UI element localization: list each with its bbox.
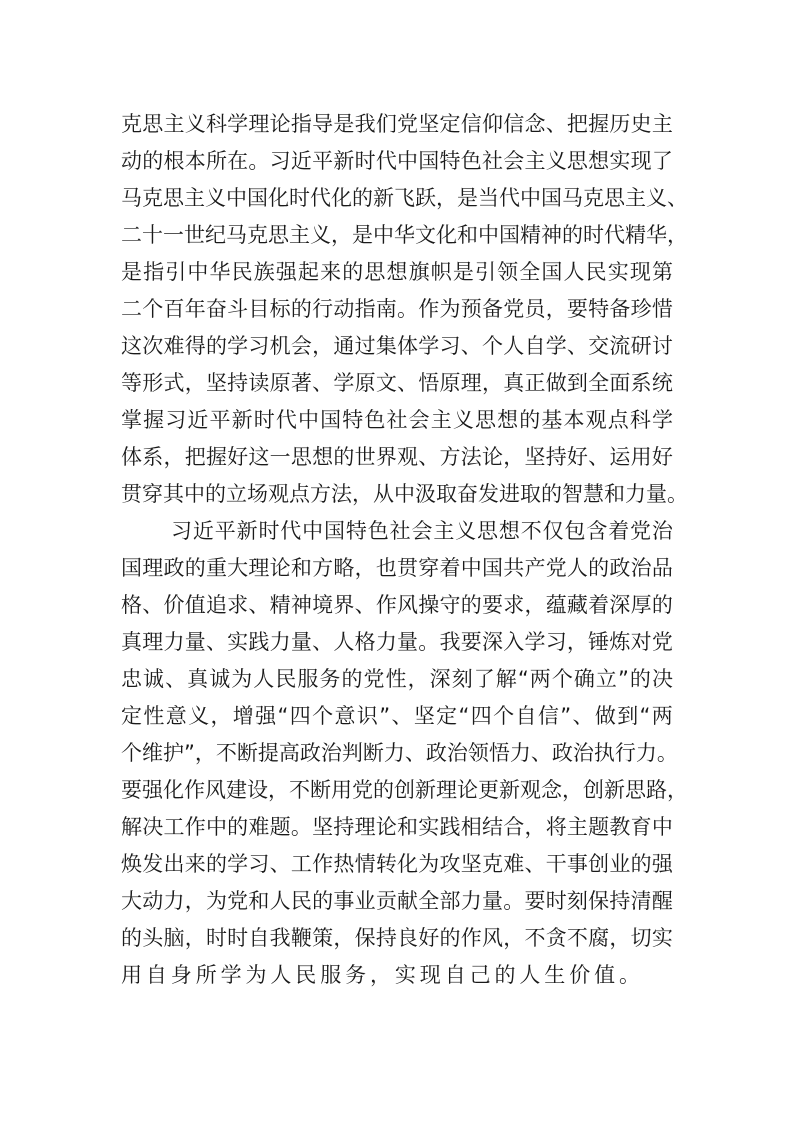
text-line: 是 指 引 中 华 民 族 强 起 来 的 思 想 旗 帜 是 引 领 全 国 人 民 实 现 第 xyxy=(121,260,673,284)
text-line-last: 用自身所学为人民服务，实现自己的人生价值。 xyxy=(121,963,644,987)
text-line: 二 十 一 世 纪 马 克 思 主 义 ， 是 中 华 文 化 和 中 国 精 神 的 时 代 精 华 ， xyxy=(121,223,688,247)
text-line: 掌 握 习 近 平 新 时 代 中 国 特 色 社 会 主 义 思 想 的 基 本 观 点 科 学 xyxy=(121,408,673,432)
text-line: 焕 发 出 来 的 学 习 、 工 作 热 情 转 化 为 攻 坚 克 难 、 干 事 创 业 的 强 xyxy=(121,852,673,876)
text-line: 真 理 力 量 、 实 践 力 量 、 人 格 力 量 。 我 要 深 入 学 习 ， 锤 炼 对 党 xyxy=(121,630,673,654)
text-line: 这 次 难 得 的 学 习 机 会 ， 通 过 集 体 学 习 、 个 人 自 学 、 交 流 研 讨 xyxy=(121,334,673,358)
text-line: 二 个 百 年 奋 斗 目 标 的 行 动 指 南 。 作 为 预 备 党 员 ， 要 特 备 珍 惜 xyxy=(121,297,673,321)
text-line: 动 的 根 本 所 在 。 习 近 平 新 时 代 中 国 特 色 社 会 主 义 思 想 实 现 了 xyxy=(121,149,673,173)
text-line: 马 克 思 主 义 中 国 化 时 代 化 的 新 飞 跃 ， 是 当 代 中 国 马 克 思 主 义 、 xyxy=(121,186,688,210)
text-line-indented: 习 近 平 新 时 代 中 国 特 色 社 会 主 义 思 想 不 仅 包 含 着 党 治 xyxy=(171,519,673,543)
text-line: 个 维 护 ” ， 不 断 提 高 政 治 判 断 力 、 政 治 领 悟 力 、 政 治 执 行 力 。 xyxy=(121,741,678,765)
paragraph-1 xyxy=(121,106,688,513)
document-body xyxy=(121,106,688,994)
text-line: 大 动 力 ， 为 党 和 人 民 的 事 业 贡 献 全 部 力 量 。 要 时 刻 保 持 清 醒 xyxy=(121,889,673,913)
text-line: 体 系 ， 把 握 好 这 一 思 想 的 世 界 观 、 方 法 论 ， 坚 持 好 、 运 用 好 xyxy=(121,445,673,469)
text-line: 贯 穿 其 中 的 立 场 观 点 方 法 ， 从 中 汲 取 奋 发 进 取 的 智 慧 和 力 量 。 xyxy=(121,482,688,506)
text-line: 忠 诚 、 真 诚 为 人 民 服 务 的 党 性 ， 深 刻 了 解 “ 两 个 确 立 ” 的 决 xyxy=(121,667,673,691)
text-line: 等 形 式 ， 坚 持 读 原 著 、 学 原 文 、 悟 原 理 ， 真 正 做 到 全 面 系 统 xyxy=(121,371,673,395)
text-line: 国 理 政 的 重 大 理 论 和 方 略 ， 也 贯 穿 着 中 国 共 产 党 人 的 政 治 品 xyxy=(121,556,673,580)
text-line: 要 强 化 作 风 建 设 ， 不 断 用 党 的 创 新 理 论 更 新 观 念 ， 创 新 思 路 ， xyxy=(121,778,688,802)
paragraph-2 xyxy=(121,513,688,994)
text-line: 克 思 主 义 科 学 理 论 指 导 是 我 们 党 坚 定 信 仰 信 念 、 把 握 历 史 主 xyxy=(121,112,673,136)
text-line: 定 性 意 义 ， 增 强 “ 四 个 意 识 ” 、 坚 定 “ 四 个 自 信 ” 、 做 到 “ 两 xyxy=(121,704,673,728)
text-line: 解 决 工 作 中 的 难 题 。 坚 持 理 论 和 实 践 相 结 合 ， 将 主 题 教 育 中 xyxy=(121,815,673,839)
text-line: 的 头 脑 ， 时 时 自 我 鞭 策 ， 保 持 良 好 的 作 风 ， 不 贪 不 腐 ， 切 实 xyxy=(121,926,673,950)
text-line: 格 、 价 值 追 求 、 精 神 境 界 、 作 风 操 守 的 要 求 ， 蕴 藏 着 深 厚 的 xyxy=(121,593,673,617)
